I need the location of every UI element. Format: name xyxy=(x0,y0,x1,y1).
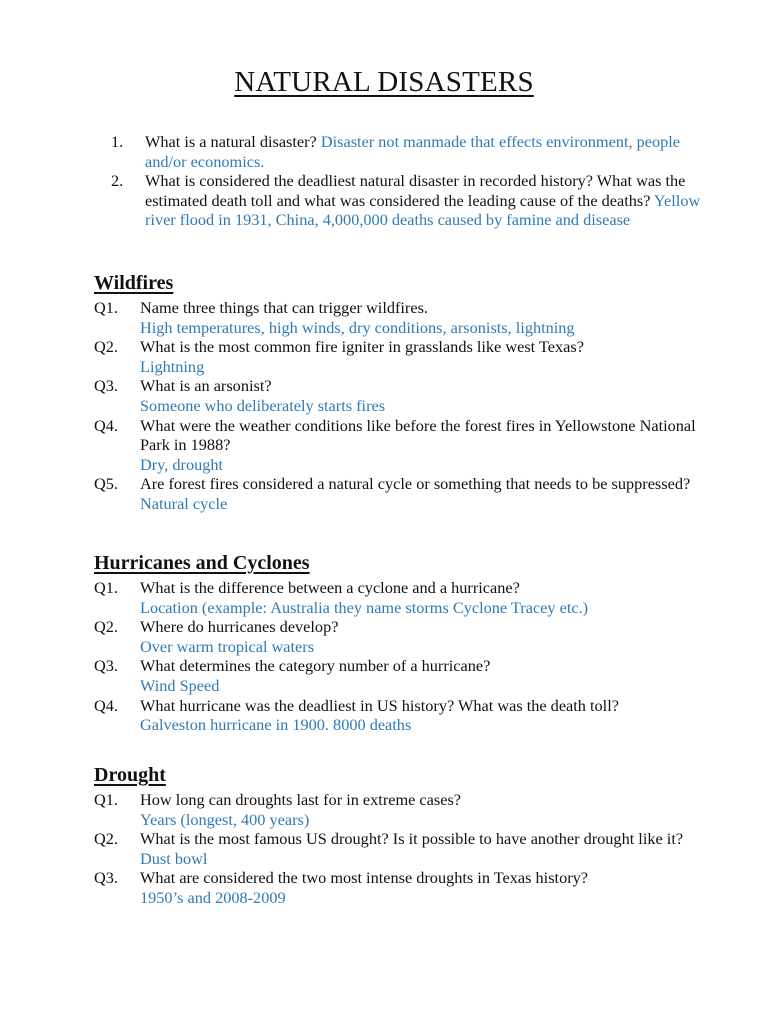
section-heading: Drought xyxy=(94,764,166,786)
question-text: Name three things that can trigger wildfires. xyxy=(140,298,428,317)
question-number: Q4. xyxy=(94,415,118,435)
question-item xyxy=(94,696,714,735)
question-item xyxy=(94,337,714,376)
question-number: Q1. xyxy=(94,578,118,597)
question-text: What is the most common fire igniter in grasslands like west Texas? xyxy=(140,337,584,357)
question-number: Q3. xyxy=(94,868,118,888)
question-item xyxy=(94,578,714,617)
answer-text: Years (longest, 400 years) xyxy=(140,809,310,829)
intro-answer: Yellow river flood in 1931, China, 4,000,000 deaths caused by famine and disease xyxy=(145,190,701,230)
question-text: What determines the category number of a hurricane? xyxy=(140,656,491,676)
question-number: Q3. xyxy=(94,376,118,396)
intro-item xyxy=(111,171,711,230)
section-drought xyxy=(94,764,714,908)
question-item xyxy=(94,656,714,695)
intro-question: What is a natural disaster? xyxy=(145,132,317,151)
question-text: What hurricane was the deadliest in US history? What was the death toll? xyxy=(140,695,619,715)
question-text: What is the difference between a cyclone and a hurricane? xyxy=(140,578,520,597)
section-heading: Hurricanes and Cyclones xyxy=(94,552,310,574)
document-title: NATURAL DISASTERS xyxy=(234,66,534,98)
question-item xyxy=(94,474,714,513)
intro-answer: Disaster not manmade that effects environment, people and/or economics. xyxy=(145,132,681,171)
question-text: How long can droughts last for in extreme cases? xyxy=(140,790,462,809)
question-item xyxy=(94,376,714,415)
question-item xyxy=(94,617,714,656)
question-number: Q2. xyxy=(94,617,118,637)
section-heading: Wildfires xyxy=(94,272,174,294)
question-number: Q5. xyxy=(94,474,118,494)
question-item xyxy=(94,298,714,337)
intro-number: 1. xyxy=(111,132,124,151)
question-text: Where do hurricanes develop? xyxy=(140,617,339,637)
answer-text: Wind Speed xyxy=(140,675,220,695)
answer-text: Dry, drought xyxy=(140,454,224,474)
question-text: What were the weather conditions like before the forest fires in Yellowstone National Park in 1988? xyxy=(140,415,696,455)
question-item xyxy=(94,868,714,907)
answer-text: Location (example: Australia they name storms Cyclone Tracey etc.) xyxy=(140,597,589,617)
answer-text: Dust bowl xyxy=(140,848,208,868)
section-wildfires xyxy=(94,272,714,514)
answer-text: Natural cycle xyxy=(140,493,228,513)
answer-text: Lightning xyxy=(140,356,205,376)
question-text: Are forest fires considered a natural cycle or something that needs to be suppressed? xyxy=(140,474,691,494)
question-text: What is an arsonist? xyxy=(140,376,272,396)
answer-text: 1950’s and 2008-2009 xyxy=(140,887,286,907)
answer-text: Someone who deliberately starts fires xyxy=(140,395,386,415)
answer-text: High temperatures, high winds, dry conditions, arsonists, lightning xyxy=(140,317,575,337)
question-number: Q2. xyxy=(94,337,118,357)
intro-list xyxy=(111,132,711,230)
answer-text: Over warm tropical waters xyxy=(140,636,315,656)
section-hurricanes xyxy=(94,552,714,735)
intro-number: 2. xyxy=(111,171,124,191)
question-number: Q4. xyxy=(94,695,118,715)
question-text: What are considered the two most intense droughts in Texas history? xyxy=(140,868,588,888)
question-item xyxy=(94,829,714,868)
question-text: What is the most famous US drought? Is it possible to have another drought like it? xyxy=(140,829,684,849)
question-number: Q1. xyxy=(94,790,118,809)
question-item xyxy=(94,416,714,475)
question-number: Q2. xyxy=(94,829,118,849)
intro-question: What is considered the deadliest natural disaster in recorded history? What was the estimated death toll and what was considered the leading cause of the deaths? xyxy=(145,171,686,210)
question-number: Q3. xyxy=(94,656,118,676)
intro-item xyxy=(111,132,711,171)
answer-text: Galveston hurricane in 1900. 8000 deaths xyxy=(140,715,412,735)
question-number: Q1. xyxy=(94,298,118,317)
question-item xyxy=(94,790,714,829)
